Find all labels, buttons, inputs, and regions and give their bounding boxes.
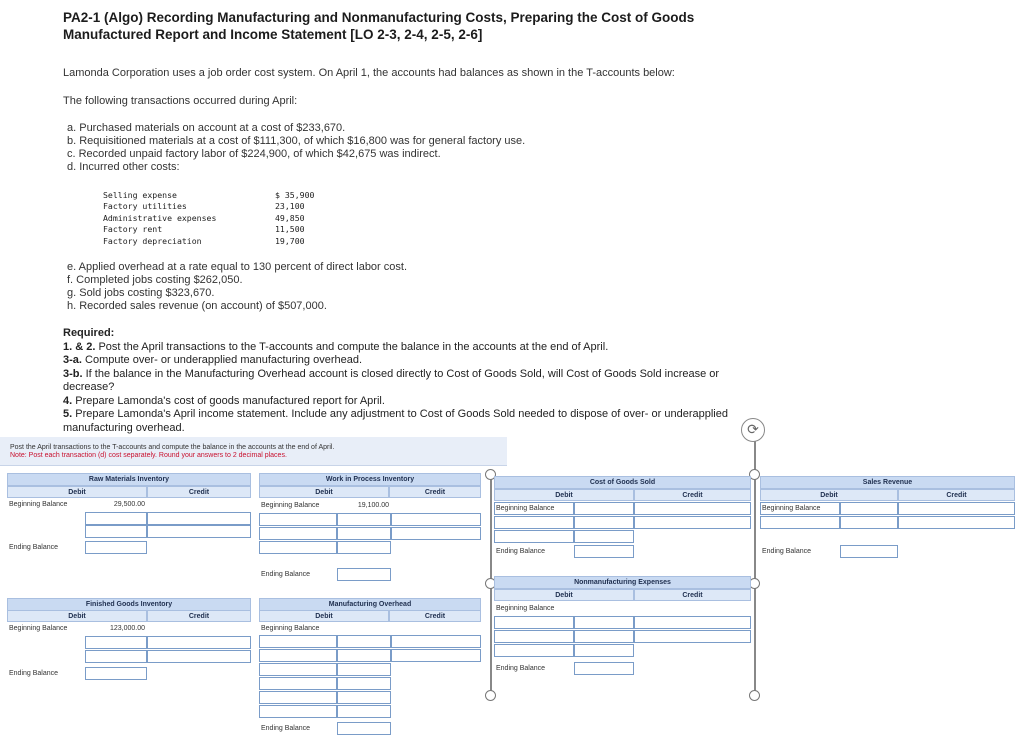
other-cost-row: Selling expense $ 35,900 xyxy=(103,190,315,200)
ending-balance-input[interactable] xyxy=(337,722,391,735)
credit-input[interactable] xyxy=(147,525,251,538)
t-account-cost-of-goods-sold: Cost of Goods Sold Debit Credit Beginning Balance Ending Balance xyxy=(494,476,751,566)
credit-input[interactable] xyxy=(391,635,481,648)
debit-input[interactable] xyxy=(574,616,634,629)
credit-input[interactable] xyxy=(147,512,251,525)
debit-label-input[interactable] xyxy=(259,513,337,526)
credit-input[interactable] xyxy=(391,649,481,662)
debit-input[interactable] xyxy=(574,644,634,657)
debit-input[interactable] xyxy=(574,502,634,515)
debit-label-input[interactable] xyxy=(494,616,574,629)
instructions-text: Post the April transactions to the T-accounts and compute the balance in the accounts at the end of April. xyxy=(10,444,335,451)
credit-input[interactable] xyxy=(147,650,251,663)
beginning-balance-value: 19,100.00 xyxy=(357,502,389,509)
intro-text: Lamonda Corporation uses a job order cost system. On April 1, the accounts had balances as shown in the T-accounts below: xyxy=(63,67,675,79)
debit-label-input[interactable] xyxy=(259,527,337,540)
transaction-d: d. Incurred other costs: xyxy=(67,161,180,173)
debit-input[interactable] xyxy=(337,527,391,540)
beginning-balance-value: 29,500.00 xyxy=(113,501,145,508)
debit-input[interactable] xyxy=(337,663,391,676)
transaction-e: e. Applied overhead at a rate equal to 130 percent of direct labor cost. xyxy=(67,261,408,273)
credit-input[interactable] xyxy=(898,502,1015,515)
debit-label-input[interactable] xyxy=(760,516,840,529)
debit-input[interactable] xyxy=(337,649,391,662)
debit-input[interactable] xyxy=(337,691,391,704)
connector-line xyxy=(490,478,492,700)
credit-input[interactable] xyxy=(391,527,481,540)
instructions-note: Note: Post each transaction (d) cost separately. Round your answers to 2 decimal places. xyxy=(10,452,287,459)
debit-label-input[interactable] xyxy=(494,644,574,657)
other-cost-row: Factory depreciation 19,700 xyxy=(103,235,305,246)
transaction-b: b. Requisitioned materials at a cost of $111,300, of which $16,800 was for general factory use. xyxy=(67,135,526,147)
ending-balance-input[interactable] xyxy=(85,541,147,554)
debit-label-input[interactable] xyxy=(259,635,337,648)
debit-input[interactable] xyxy=(840,502,898,515)
credit-input[interactable] xyxy=(391,513,481,526)
ending-balance-input[interactable] xyxy=(574,545,634,558)
transaction-a: a. Purchased materials on account at a cost of $233,670. xyxy=(67,122,346,134)
other-cost-row: Factory rent 11,500 xyxy=(103,224,305,235)
t-account-sales-revenue: Sales Revenue Debit Credit Beginning Balance Ending Balance xyxy=(760,476,1015,566)
t-account-work-in-process: Work in Process Inventory Debit Credit Beginning Balance 19,100.00 Ending Balance xyxy=(259,473,481,583)
t-account-finished-goods: Finished Goods Inventory Debit Credit Beginning Balance 123,000.00 Ending Balance xyxy=(7,598,251,683)
debit-label-input[interactable] xyxy=(494,630,574,643)
debit-label-input[interactable] xyxy=(494,516,574,529)
t-account-nonmanufacturing-expenses: Nonmanufacturing Expenses Debit Credit Beginning Balance Ending Balance xyxy=(494,576,751,676)
t-account-raw-materials: Raw Materials Inventory Debit Credit Beginning Balance 29,500.00 Ending Balance xyxy=(7,473,251,553)
transactions-intro: The following transactions occurred during April: xyxy=(63,95,298,107)
resize-handle[interactable] xyxy=(749,690,760,701)
rotate-icon[interactable]: ⟳ xyxy=(741,418,765,442)
debit-label-input[interactable] xyxy=(494,530,574,543)
debit-input[interactable] xyxy=(85,650,147,663)
required-section: Required: 1. & 2. Post the April transactions to the T-accounts and compute the balance in the accounts at the end of April. 3-a. Compute over- or underapplied manufacturing overhead. 3-b. If the balance in the Manufacturing Overhead account is closed directly to Cost of Goods Sold, will Cost of Goods Sold increase or decrease? 4. Prepare Lamonda's cost of goods manufactured report for April. 5. Prepare Lamonda's April income statement. Include any adjustment to Cost of Goods Sold needed to dispose of over- or underapplied manufacturing overhead. xyxy=(63,327,728,434)
page-title: PA2-1 (Algo) Recording Manufacturing and Nonmanufacturing Costs, Preparing the Cost of Goods Manufactured Report and Income Statement [LO 2-3, 2-4, 2-5, 2-6] xyxy=(63,10,695,42)
other-cost-row: Factory utilities 23,100 xyxy=(103,201,305,212)
debit-input[interactable] xyxy=(337,705,391,718)
t-account-manufacturing-overhead: Manufacturing Overhead Debit Credit Beginning Balance Ending Balance xyxy=(259,598,481,737)
resize-handle[interactable] xyxy=(485,690,496,701)
debit-label-input[interactable] xyxy=(259,677,337,690)
credit-input[interactable] xyxy=(634,630,751,643)
debit-input[interactable] xyxy=(85,525,147,538)
debit-input[interactable] xyxy=(574,530,634,543)
transaction-f: f. Completed jobs costing $262,050. xyxy=(67,274,243,286)
ending-balance-input[interactable] xyxy=(840,545,898,558)
debit-label-input[interactable] xyxy=(259,705,337,718)
debit-input[interactable] xyxy=(337,677,391,690)
ending-balance-input[interactable] xyxy=(337,568,391,581)
debit-input[interactable] xyxy=(337,541,391,554)
ending-balance-input[interactable] xyxy=(574,662,634,675)
debit-label-input[interactable] xyxy=(259,541,337,554)
debit-input[interactable] xyxy=(574,630,634,643)
credit-input[interactable] xyxy=(634,616,751,629)
debit-label-input[interactable] xyxy=(259,649,337,662)
transaction-c: c. Recorded unpaid factory labor of $224,900, of which $42,675 was indirect. xyxy=(67,148,441,160)
credit-input[interactable] xyxy=(898,516,1015,529)
transaction-g: g. Sold jobs costing $323,670. xyxy=(67,287,215,299)
credit-input[interactable] xyxy=(634,502,751,515)
debit-label-input[interactable] xyxy=(259,691,337,704)
beginning-balance-value: 123,000.00 xyxy=(109,625,145,632)
instructions-panel xyxy=(0,437,507,466)
debit-label-input[interactable] xyxy=(259,663,337,676)
ending-balance-input[interactable] xyxy=(85,667,147,680)
credit-input[interactable] xyxy=(147,636,251,649)
transaction-h: h. Recorded sales revenue (on account) of $507,000. xyxy=(67,300,327,312)
debit-input[interactable] xyxy=(574,516,634,529)
debit-input[interactable] xyxy=(85,636,147,649)
debit-input[interactable] xyxy=(840,516,898,529)
debit-input[interactable] xyxy=(337,635,391,648)
debit-input[interactable] xyxy=(337,513,391,526)
other-costs-table xyxy=(103,190,315,247)
credit-input[interactable] xyxy=(634,516,751,529)
debit-input[interactable] xyxy=(85,512,147,525)
other-cost-row: Administrative expenses 49,850 xyxy=(103,212,305,223)
